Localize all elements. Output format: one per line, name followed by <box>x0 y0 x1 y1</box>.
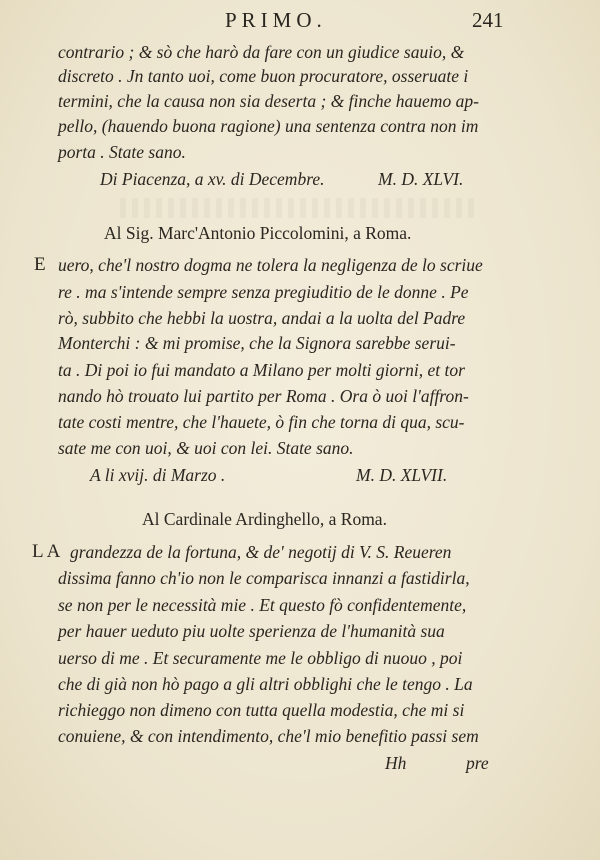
text-line: nando hò trouato lui partito per Roma . Ora ò uoi l'affron- <box>58 386 469 406</box>
letter-2-initial: E <box>34 254 46 275</box>
text-line: che di già non hò pago a gli altri obblighi che le tengo . La <box>58 674 473 694</box>
text-line: rò, subbito che hebbi la uostra, andai a la uolta del Padre <box>58 308 466 328</box>
text-line: grandezza de la fortuna, & de' negotij di V. S. Reueren <box>70 542 452 562</box>
catchword: pre <box>466 753 489 773</box>
date-place: Di Piacenza, a xv. di Decembre. <box>100 169 325 189</box>
date-year: M. D. XLVI. <box>378 169 464 189</box>
text-line: dissima fanno ch'io non le comparisca innanzi a fastidirla, <box>58 568 470 588</box>
text-line: Monterchi : & mi promise, che la Signora sarebbe serui- <box>58 333 456 353</box>
page-header <box>0 4 600 34</box>
text-line: richieggo non dimeno con tutta quella modestia, che mi si <box>58 700 465 720</box>
text-line: re . ma s'intende sempre senza pregiuditio de le donne . Pe <box>58 282 469 302</box>
page-number: 241 <box>472 8 504 32</box>
letter-3-initial: L A <box>32 541 61 562</box>
text-line: uero, che'l nostro dogma ne tolera la negligenza de lo scriue <box>58 255 483 275</box>
text-line: se non per le necessità mie . Et questo fò confidentemente, <box>58 595 467 615</box>
text-line: uerso di me . Et securamente me le obbligo di nuouo , poi <box>58 648 463 668</box>
running-head: PRIMO. <box>225 8 327 32</box>
text-line: sate me con uoi, & uoi con lei. State sano. <box>58 438 354 458</box>
text-line: conuiene, & con intendimento, che'l mio benefitio passi sem <box>58 726 479 746</box>
text-line: termini, che la causa non sia deserta ; & finche hauemo ap- <box>58 91 479 111</box>
text-line: tate costi mentre, che l'hauete, ò fin che torna di qua, scu- <box>58 412 465 432</box>
show-through-bleed <box>120 198 480 218</box>
date-year: M. D. XLVII. <box>356 465 448 485</box>
letter-2-heading: Al Sig. Marc'Antonio Piccolomini, a Roma. <box>104 223 412 243</box>
text-line: contrario ; & sò che harò da fare con un giudice sauio, & <box>58 42 465 62</box>
text-line: ta . Di poi io fui mandato a Milano per molti giorni, et tor <box>58 360 465 380</box>
signature-mark: Hh <box>385 753 407 773</box>
letter-3-heading: Al Cardinale Ardinghello, a Roma. <box>142 509 387 529</box>
text-line: pello, (hauendo buona ragione) una sentenza contra non im <box>58 116 479 136</box>
text-line: porta . State sano. <box>58 142 186 162</box>
date-place: A li xvij. di Marzo . <box>90 465 226 485</box>
text-line: discreto . Jn tanto uoi, come buon procuratore, osseruate i <box>58 66 469 86</box>
text-line: per hauer ueduto piu uolte sperienza de l'humanità sua <box>58 621 445 641</box>
